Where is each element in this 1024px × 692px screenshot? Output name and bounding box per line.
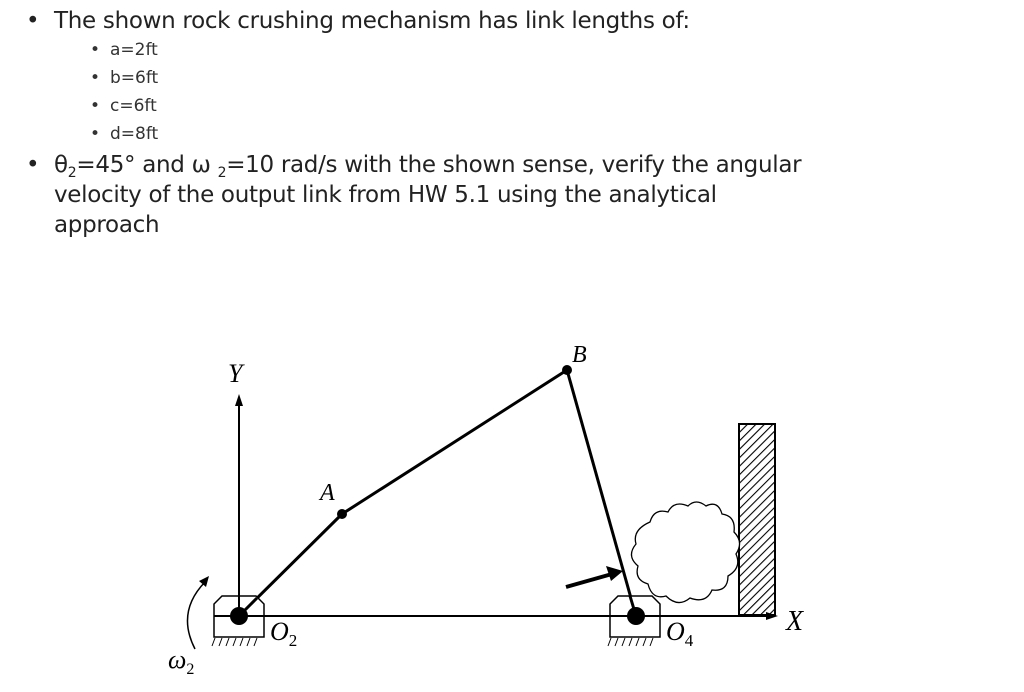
joint-b xyxy=(562,365,572,375)
theta-subscript: 2 xyxy=(67,165,77,181)
bullet-dot: • xyxy=(90,96,101,116)
point-a-label: A xyxy=(320,480,335,506)
bullet-dot: • xyxy=(90,40,101,60)
link-c-rocker xyxy=(567,370,636,616)
bullet-dot: • xyxy=(26,152,40,178)
theta-symbol: θ xyxy=(54,152,68,178)
hatched-wall xyxy=(739,424,775,615)
theta-value: =45° and ω xyxy=(76,152,218,178)
joint-a xyxy=(337,509,347,519)
task-line-2: velocity of the output link from HW 5.1 using the analytical xyxy=(54,182,717,208)
link-c-label: c=6ft xyxy=(110,96,157,116)
rock-icon xyxy=(631,502,739,603)
ground-pivot-o2 xyxy=(212,596,264,646)
bullet-dot: • xyxy=(26,8,40,34)
force-arrow xyxy=(566,566,623,587)
x-axis-label: X xyxy=(786,606,804,637)
link-b-coupler xyxy=(342,370,567,514)
task-line-3: approach xyxy=(54,212,160,238)
omega2-rotation-arrow xyxy=(187,576,209,649)
point-b-label: B xyxy=(572,342,587,368)
x-axis xyxy=(239,612,778,620)
ground-pivot-o4 xyxy=(608,596,660,646)
o4-label: $O_4$ xyxy=(666,617,694,650)
intro-text: The shown rock crushing mechanism has link lengths of: xyxy=(54,8,690,34)
omega2-label: $\omega_2$ xyxy=(168,645,195,678)
bullet-dot: • xyxy=(90,124,101,144)
link-a-label: a=2ft xyxy=(110,40,158,60)
y-axis xyxy=(235,394,243,616)
link-d-label: d=8ft xyxy=(110,124,159,144)
omega-value: =10 rad/s with the shown sense, verify the angular xyxy=(226,152,802,178)
o2-label: $O_2$ xyxy=(270,617,298,650)
bullet-dot: • xyxy=(90,68,101,88)
y-axis-label: Y xyxy=(228,359,243,388)
omega-subscript: 2 xyxy=(217,165,227,181)
link-b-label: b=6ft xyxy=(110,68,159,88)
